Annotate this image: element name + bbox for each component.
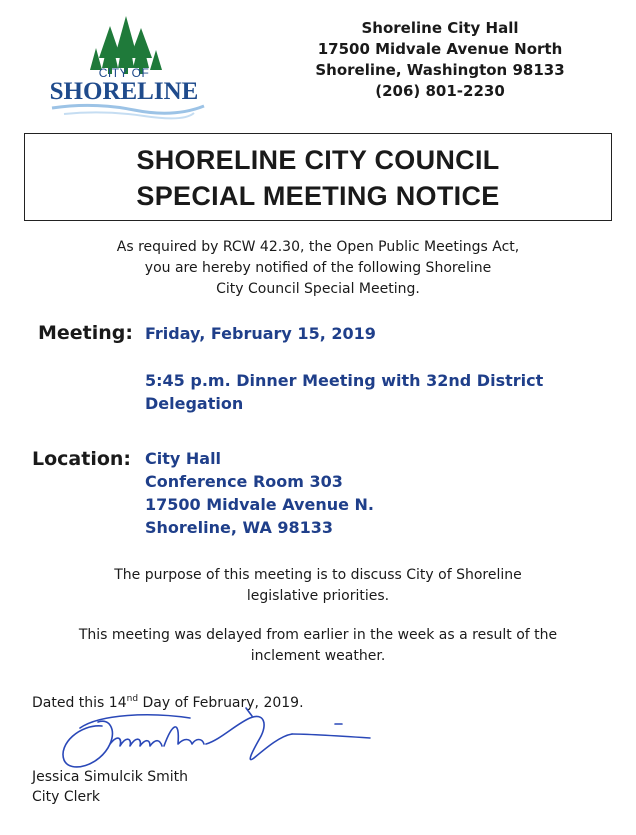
- intro-line: As required by RCW 42.30, the Open Public Meetings Act,: [116, 239, 520, 255]
- notice-title-box: [24, 133, 612, 221]
- address-phone: (206) 801-2230: [375, 82, 505, 100]
- location-line: 17500 Midvale Avenue N.: [145, 495, 374, 514]
- logo-city-of: CITY OF: [98, 66, 150, 80]
- dated-prefix: Dated this 14: [32, 695, 127, 711]
- delay-line: inclement weather.: [250, 648, 386, 664]
- location-line: Shoreline, WA 98133: [145, 518, 334, 537]
- intro-line: you are hereby notified of the following Shoreline: [144, 260, 492, 276]
- title-council: SHORELINE CITY COUNCIL: [136, 145, 500, 175]
- signer-name: Jessica Simulcik Smith: [32, 769, 189, 785]
- handwritten-signature: [40, 704, 380, 774]
- location-line: Conference Room 303: [145, 472, 343, 491]
- dated-ordinal: nd: [126, 694, 139, 704]
- intro-paragraph: [30, 237, 606, 300]
- address-line: Shoreline City Hall: [361, 19, 519, 37]
- delay-paragraph: [30, 625, 606, 667]
- location-line: City Hall: [145, 449, 222, 468]
- address-line: Shoreline, Washington 98133: [315, 61, 565, 79]
- meeting-label: Meeting:: [38, 322, 133, 344]
- meeting-detail-line: Delegation: [145, 394, 244, 413]
- address-line: 17500 Midvale Avenue North: [317, 40, 563, 58]
- meeting-date: Friday, February 15, 2019: [145, 324, 376, 343]
- location-label: Location:: [32, 448, 132, 470]
- logo-city-name: SHORELINE: [49, 78, 199, 105]
- meeting-detail: [145, 369, 543, 415]
- dated-rest: Day of February, 2019.: [138, 695, 304, 711]
- location-details: [145, 447, 374, 539]
- title-notice: SPECIAL MEETING NOTICE: [136, 181, 500, 211]
- delay-line: This meeting was delayed from earlier in the week as a result of the: [78, 627, 558, 643]
- wave-icon: [52, 105, 204, 113]
- purpose-line: The purpose of this meeting is to discuss City of Shoreline: [114, 567, 522, 583]
- purpose-paragraph: [30, 565, 606, 607]
- meeting-detail-line: 5:45 p.m. Dinner Meeting with 32nd District: [145, 371, 544, 390]
- intro-line: City Council Special Meeting.: [216, 281, 420, 297]
- signer-title: City Clerk: [32, 789, 101, 805]
- purpose-line: legislative priorities.: [246, 588, 390, 604]
- city-hall-address: [292, 18, 588, 102]
